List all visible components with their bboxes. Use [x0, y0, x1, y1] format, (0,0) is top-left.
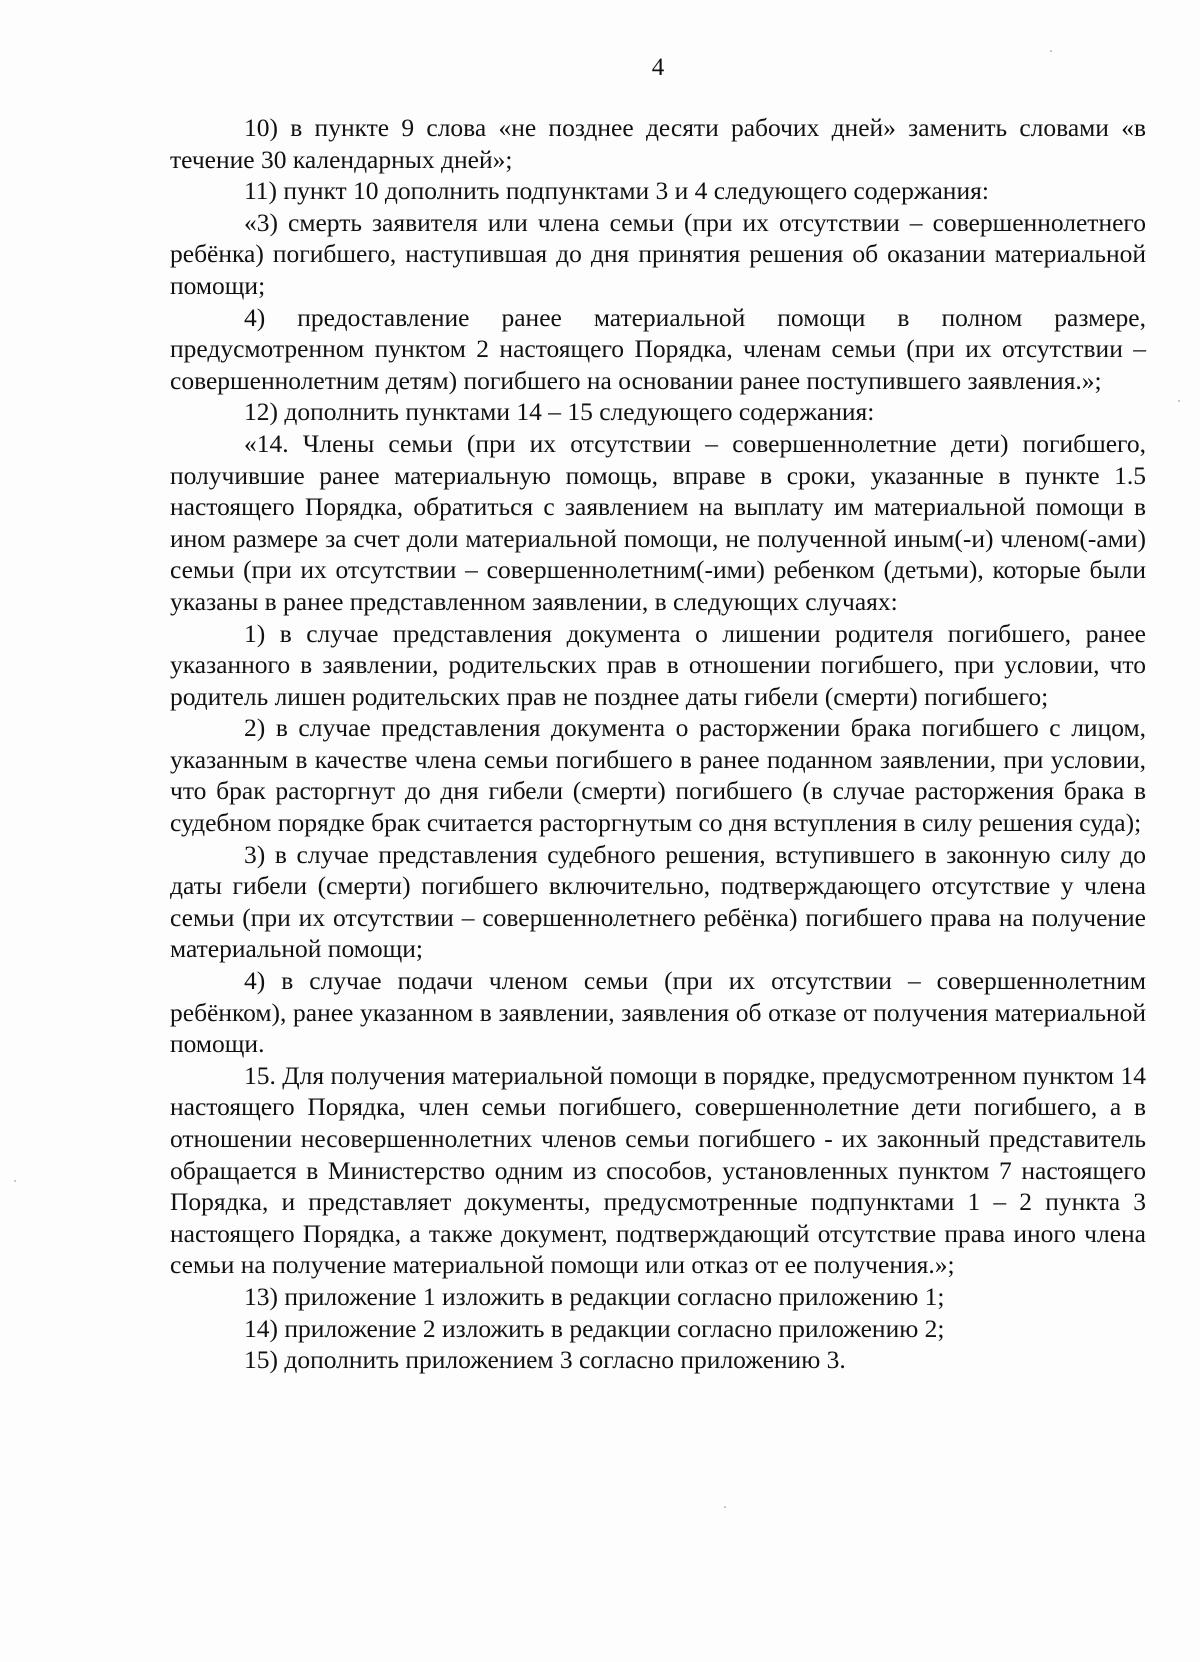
paragraph-subitem-3-death: «3) смерть заявителя или члена семьи (при их отсутствии – совершеннолетнего ребёнка) погибшего, наступившая до дня принятия решения об оказании материальной помощи;	[170, 207, 1146, 300]
paragraph-subitem-4-prior-assistance: 4) предоставление ранее материальной помощи в полном размере, предусмотренном пунктом 2 настоящего Порядка, членам семьи (при их отсутствии – совершеннолетним детям) погибшего на основании ранее поступившего заявления.»;	[170, 302, 1146, 395]
scan-speck	[14, 1180, 16, 1182]
paragraph-case-4: 4) в случае подачи членом семьи (при их отсутствии – совершеннолетним ребёнком), ранее указанном в заявлении, заявления об отказе от получения материальной помощи.	[170, 966, 1146, 1059]
paragraph-item-14: 14) приложение 2 изложить в редакции согласно приложению 2;	[244, 1313, 945, 1343]
paragraph-clause-14: «14. Члены семьи (при их отсутствии – совершеннолетние дети) погибшего, получившие ранее материальную помощь, вправе в сроки, указанные в пункте 1.5 настоящего Порядка, обратиться с заявлением на выплату им материальной помощи в ином размере за счет доли материальной помощи, не полученной иным(-и) членом(-ами) семьи (при их отсутствии – совершеннолетним(-ими) ребенком (детьми), которые были указаны в ранее представленном заявлении, в следующих случаях:	[170, 428, 1146, 616]
paragraph-case-2: 2) в случае представления документа о расторжении брака погибшего с лицом, указанным в качестве члена семьи погибшего в ранее поданном заявлении, при условии, что брак расторгнут до дня гибели (смерти) погибшего (в случае расторжения брака в судебном порядке брак считается расторгнутым со дня вступления в силу решения суда);	[170, 713, 1146, 838]
paragraph-case-1: 1) в случае представления документа о лишении родителя погибшего, ранее указанного в заявлении, родительских прав в отношении погибшего, при условии, что родитель лишен родительских прав не позднее даты гибели (смерти) погибшего;	[170, 618, 1146, 711]
scan-speck	[1050, 50, 1052, 52]
scan-speck	[1178, 400, 1180, 402]
paragraph-item-12: 12) дополнить пунктами 14 – 15 следующего содержания:	[244, 397, 875, 427]
paragraph-item-13: 13) приложение 1 изложить в редакции согласно приложению 1;	[244, 1281, 945, 1311]
document-body	[170, 112, 1146, 1376]
paragraph-item-11: 11) пункт 10 дополнить подпунктами 3 и 4 следующего содержания:	[244, 176, 989, 206]
scan-speck	[724, 1506, 726, 1508]
paragraph-item-10: 10) в пункте 9 слова «не позднее десяти рабочих дней» заменить словами «в течение 30 календарных дней»;	[170, 113, 1146, 174]
paragraph-case-3: 3) в случае представления судебного решения, вступившего в законную силу до даты гибели (смерти) погибшего включительно, подтверждающего отсутствие у члена семьи (при их отсутствии – совершеннолетнего ребёнка) погибшего права на получение материальной помощи;	[170, 839, 1146, 964]
paragraph-item-15: 15) дополнить приложением 3 согласно приложению 3.	[244, 1345, 846, 1375]
page-number: 4	[651, 54, 665, 81]
paragraph-clause-15: 15. Для получения материальной помощи в порядке, предусмотренном пунктом 14 настоящего Порядка, член семьи погибшего, совершеннолетние дети погибшего, а в отношении несовершеннолетних членов семьи погибшего - их законный представитель обращается в Министерство одним из способов, установленных пунктом 7 настоящего Порядка, и представляет документы, предусмотренные подпунктами 1 – 2 пункта 3 настоящего Порядка, а также документ, подтверждающий отсутствие права иного члена семьи на получение материальной помощи или отказ от ее получения.»;	[170, 1060, 1146, 1280]
